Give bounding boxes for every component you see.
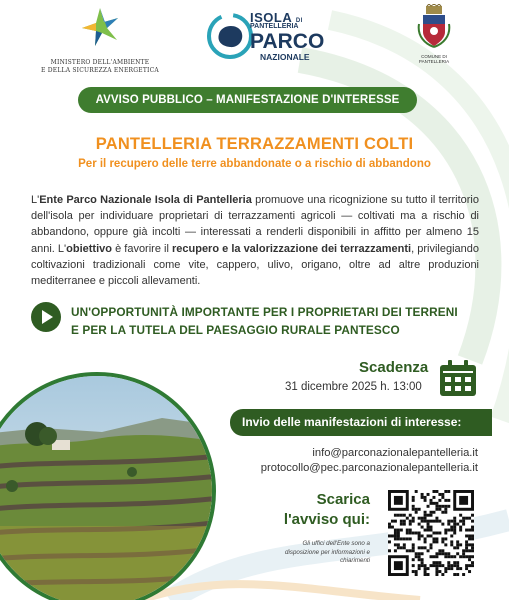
- play-arrow-icon: [31, 302, 61, 332]
- description-text-1: L': [31, 194, 40, 206]
- description-bold-2: obiettivo: [66, 242, 112, 255]
- opportunity-line-1: UN'OPPORTUNITÀ IMPORTANTE PER I PROPRIETARI DEI TERRENI: [71, 305, 458, 319]
- opportunity-line-2: E PER LA TUTELA DEL PAESAGGIO RURALE PANTESCO: [71, 323, 400, 337]
- terraces-landscape-image: [0, 376, 216, 600]
- park-name-pantelleria: PANTELLERIA: [250, 23, 299, 30]
- description-text-2: promuove una ricognizione su tutto il territorio dell'isola per individuare proprietari di terrazzamenti agricoli — coltivati ma a rischio di abbandono, oppure già incolti — interessati a renderli disponibili in affitto per almeno 15 anni. L': [31, 194, 479, 255]
- ministry-logo: [30, 4, 170, 75]
- deadline-date: 31 dicembre 2025 h. 13:00: [285, 381, 422, 393]
- page-subtitle: Per il recupero delle terre abbandonate o a rischio di abbandono: [78, 158, 431, 170]
- submission-banner: Invio delle manifestazioni di interesse:: [230, 409, 492, 436]
- description-bold-3: recupero e la valorizzazione dei terrazzamenti: [171, 242, 412, 255]
- park-name-di: DI: [295, 18, 303, 24]
- download-heading-line1: Scarica: [316, 491, 370, 508]
- ministry-name-line2: E DELLA SICUREZZA ENERGETICA: [41, 67, 159, 74]
- terraces-photo: [0, 372, 216, 600]
- description-text-4: , privilegiando coltivazioni tradizionali come vite, cappero, ulivo, origano, oltre ad altre produzioni mediterranee e piccoli allevamenti.: [31, 242, 480, 288]
- download-heading-line2: l'avviso qui:: [283, 511, 370, 528]
- description-bold-1: Ente Parco Nazionale Isola di Pantelleria: [39, 194, 252, 206]
- notice-type-banner: AVVISO PUBBLICO – MANIFESTAZIONE D'INTERESSE: [78, 87, 417, 113]
- park-name-nazionale: NAZIONALE: [260, 52, 310, 62]
- park-logo: [204, 6, 325, 66]
- island-logo-icon: [206, 12, 254, 60]
- pec-email-link[interactable]: protocollo@pec.parconazionalepantelleria.it: [260, 462, 478, 474]
- description-text-3: è favorire il: [112, 242, 172, 255]
- comune-crest-icon: [417, 4, 451, 48]
- deadline-label: Scadenza: [359, 359, 429, 376]
- park-name-parco: PARCO: [250, 30, 325, 53]
- comune-logo: [411, 4, 457, 64]
- description-paragraph: [31, 192, 479, 289]
- comune-name: COMUNE DI PANTELLERIA: [418, 54, 450, 64]
- park-name-isola: ISOLA: [250, 10, 292, 25]
- info-email-link[interactable]: info@parconazionalepantelleria.it: [312, 447, 478, 459]
- page-title: PANTELLERIA TERRAZZAMENTI COLTI: [95, 135, 414, 153]
- ministry-name-line1: MINISTERO DELL'AMBIENTE: [50, 59, 150, 66]
- calendar-icon: [439, 360, 477, 397]
- ministry-star-icon: [77, 4, 123, 50]
- qr-code-icon[interactable]: [388, 490, 474, 576]
- office-info-note: Gli uffici dell'Ente sono a disposizione per informazioni e chiarimenti: [285, 540, 370, 564]
